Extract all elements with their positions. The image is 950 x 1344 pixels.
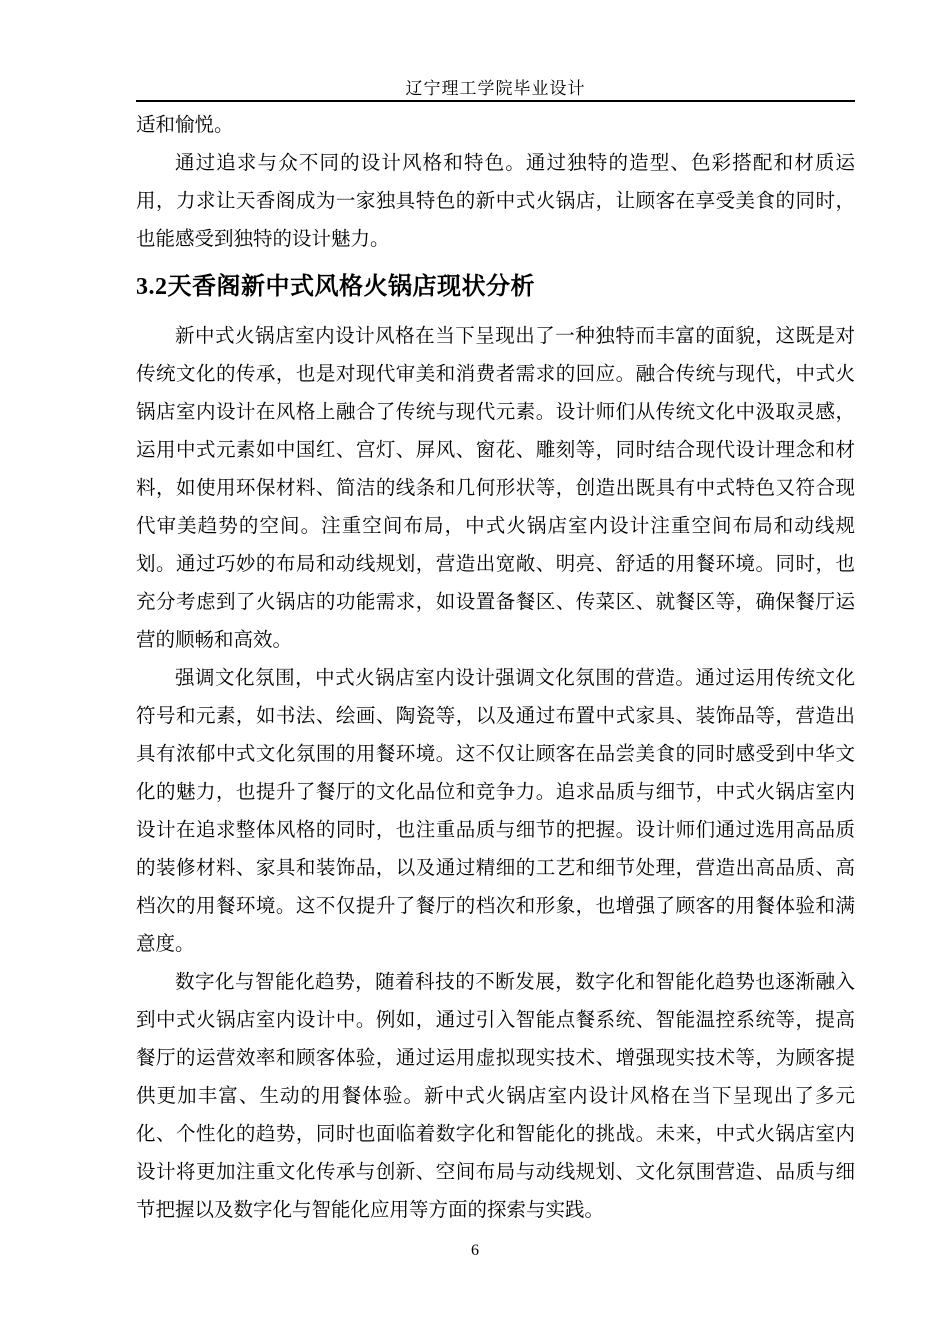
header-divider [136, 100, 855, 102]
document-content [136, 107, 855, 1230]
paragraph-cultural-atmosphere: 强调文化氛围，中式火锅店室内设计强调文化氛围的营造。通过运用传统文化符号和元素，如书法、绘画、陶瓷等，以及通过布置中式家具、装饰品等，营造出具有浓郁中式文化氛围的用餐环境。这不仅让顾客在品尝美食的同时感受到中华文化的魅力，也提升了餐厅的文化品位和竞争力。追求品质与细节，中式火锅店室内设计在追求整体风格的同时，也注重品质与细节的把握。设计师们通过选用高品质的装修材料、家具和装饰品，以及通过精细的工艺和细节处理，营造出高品质、高档次的用餐环境。这不仅提升了餐厅的档次和形象，也增强了顾客的用餐体验和满意度。 [136, 668, 855, 955]
paragraph-digital-trend: 数字化与智能化趋势，随着科技的不断发展，数字化和智能化趋势也逐渐融入到中式火锅店室内设计中。例如，通过引入智能点餐系统、智能温控系统等，提高餐厅的运营效率和顾客体验，通过运用虚拟现实技术、增强现实技术等，为顾客提供更加丰富、生动的用餐体验。新中式火锅店室内设计风格在当下呈现出了多元化、个性化的趋势，同时也面临着数字化和智能化的挑战。未来，中式火锅店室内设计将更加注重文化传承与创新、空间布局与动线规划、文化氛围营造、品质与细节把握以及数字化与智能化应用等方面的探索与实践。 [136, 972, 855, 1221]
paragraph-design-feature: 通过追求与众不同的设计风格和特色。通过独特的造型、色彩搭配和材质运用，力求让天香阁成为一家独具特色的新中式火锅店，让顾客在享受美食的同时，也能感受到独特的设计魅力。 [136, 153, 855, 250]
paragraph-style-overview: 新中式火锅店室内设计风格在当下呈现出了一种独特而丰富的面貌，这既是对传统文化的传承，也是对现代审美和消费者需求的回应。融合传统与现代，中式火锅店室内设计在风格上融合了传统与现代元素。设计师们从传统文化中汲取灵感，运用中式元素如中国红、宫灯、屏风、窗花、雕刻等，同时结合现代设计理念和材料，如使用环保材料、简洁的线条和几何形状等，创造出既具有中式特色又符合现代审美趋势的空间。注重空间布局，中式火锅店室内设计注重空间布局和动线规划。通过巧妙的布局和动线规划，营造出宽敞、明亮、舒适的用餐环境。同时，也充分考虑到了火锅店的功能需求，如设置备餐区、传菜区、就餐区等，确保餐厅运营的顺畅和高效。 [136, 326, 855, 651]
page-number: 6 [471, 1242, 479, 1259]
section-heading: 3.2天香阁新中式风格火锅店现状分析 [136, 274, 535, 300]
page-header-title: 辽宁理工学院毕业设计 [405, 79, 586, 98]
paragraph-continuation: 适和愉悦。 [136, 115, 234, 136]
